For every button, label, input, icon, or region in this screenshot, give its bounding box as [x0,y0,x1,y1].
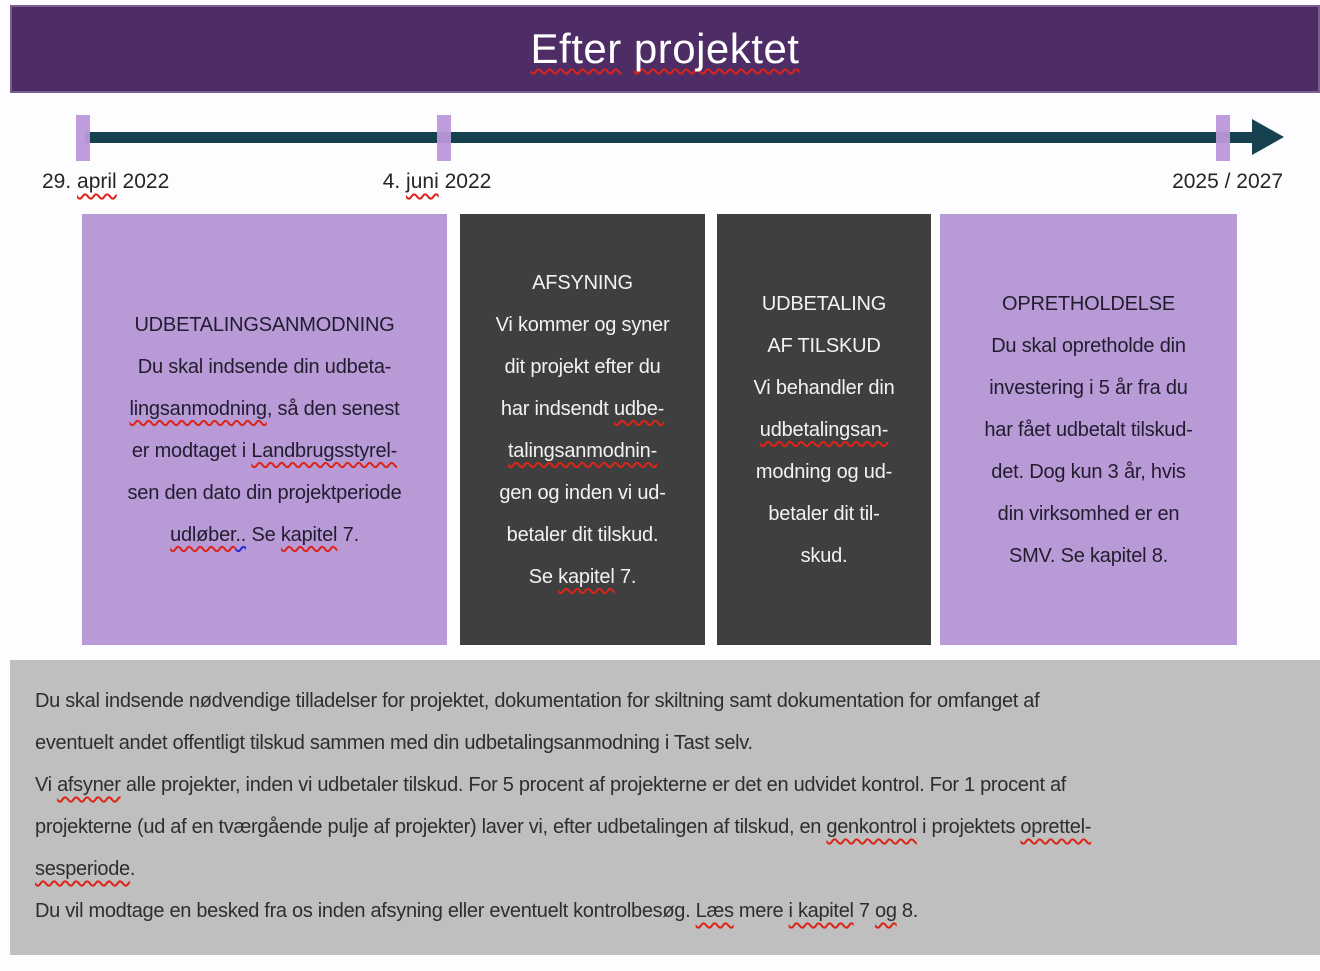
spellcheck-flagged-text: april [77,170,117,193]
text-segment: UDBETALINGSANMODNING [134,313,395,336]
text-line [460,472,705,514]
text-segment: betaler dit tilskud. [506,523,659,546]
text-line [460,556,705,598]
timeline-tick-end [1216,115,1230,161]
text-line [35,848,1320,890]
text-segment: Se [246,523,281,546]
text-line [717,409,931,451]
text-segment: Du skal indsende nødvendige tilladelser for projektet, dokumentation for skiltning samt dokumentation for omfanget af [35,690,1040,712]
page-title [531,25,800,73]
text-segment: investering i 5 år fra du [989,376,1188,399]
text-segment: eventuelt andet offentligt tilskud sammen med din udbetalingsanmodning i Tast selv. [35,732,753,754]
spellcheck-flagged-text: .. [235,523,247,546]
text-line [460,514,705,556]
spellcheck-flagged-text: juni [406,170,439,193]
spellcheck-flagged-text: oprettel- [1020,816,1092,838]
spellcheck-flagged-text: Læs [695,900,734,922]
text-line [940,493,1237,535]
text-line [717,451,931,493]
text-line [82,472,447,514]
text-line [460,388,705,430]
text-line [717,283,931,325]
text-segment: alle projekter, inden vi udbetaler tilskud. For 5 procent af projekterne er det en udvidet kontrol. For 1 procent af [120,774,1067,796]
text-segment [622,25,634,72]
text-line [717,367,931,409]
text-line [82,430,447,472]
spellcheck-flagged-text: udløber [170,523,236,546]
spellcheck-flagged-text: sesperiode [35,858,130,880]
timeline-tick-deadline [437,115,451,161]
text-line [35,806,1320,848]
timeline-date-end [1140,170,1283,194]
text-line [940,367,1237,409]
text-line [82,514,447,556]
text-line [35,680,1320,722]
text-line [717,325,931,367]
text-line [717,493,931,535]
text-segment: gen og inden vi ud- [499,481,666,504]
text-segment: , så den senest [266,397,400,420]
text-line [35,764,1320,806]
text-segment: 8. [896,900,919,922]
text-segment: 7. [614,565,637,588]
text-segment: 7. [337,523,359,546]
text-segment: Du skal indsende din udbeta- [137,355,392,378]
text-line [940,325,1237,367]
timeline-date-start [42,170,169,194]
text-segment: AF TILSKUD [767,334,881,357]
text-segment: skud. [800,544,848,567]
spellcheck-flagged-text: kapitel [558,565,615,588]
text-segment: Se [528,565,559,588]
text-line [460,346,705,388]
text-segment: 29. [42,170,78,193]
text-segment: 2025 / 2027 [1172,170,1283,193]
text-segment: OPRETHOLDELSE [1001,292,1175,315]
spellcheck-flagged-text: kapitel [280,523,338,546]
text-segment: 2022 [116,170,170,193]
text-line [460,304,705,346]
text-segment: Vi behandler din [753,376,895,399]
text-segment: modning og ud- [755,460,893,483]
timeline-date-deadline [362,170,512,194]
text-line [940,535,1237,577]
spellcheck-flagged-text: lingsanmodning [129,397,267,420]
footer-notes [10,660,1320,955]
text-segment: 4. [382,170,407,193]
spellcheck-flagged-text: Efter [530,25,622,72]
spellcheck-flagged-text: udbe- [613,397,665,420]
stage-box-opretholdelse [940,214,1237,645]
timeline-arrowhead-icon [1252,119,1284,155]
text-segment: har indsendt [500,397,614,420]
spellcheck-flagged-text: udbetalingsan- [759,418,889,441]
text-segment: projekterne (ud af en tværgående pulje af projekter) laver vi, efter udbetalingen af tilskud, en [35,816,827,838]
spellcheck-flagged-text: i kapitel [788,900,854,922]
text-line [35,890,1320,932]
stage-box-udbetalingsanmodning [82,214,447,645]
text-segment: 7 [853,900,876,922]
spellcheck-flagged-text: talingsanmodnin- [507,439,658,462]
text-line [82,346,447,388]
text-line [460,262,705,304]
text-segment: Du vil modtage en besked fra os inden afsyning eller eventuelt kontrolbesøg. [35,900,696,922]
text-segment: . [129,858,136,880]
timeline-arrow-line [85,132,1255,143]
text-segment: dit projekt efter du [504,355,661,378]
text-segment: i projektets [916,816,1021,838]
text-line [82,304,447,346]
stage-box-udbetaling-af-tilskud [717,214,931,645]
text-segment: mere [733,900,789,922]
spellcheck-flagged-text: projektet [633,25,800,72]
text-line [717,535,931,577]
text-segment: sen den dato din projektperiode [127,481,402,504]
text-segment: UDBETALING [761,292,887,315]
stage-box-afsyning [460,214,705,645]
spellcheck-flagged-text: og [875,900,897,922]
text-segment: det. Dog kun 3 år, hvis [991,460,1186,483]
text-segment: er modtaget i [131,439,252,462]
text-segment: din virksomhed er en [997,502,1180,525]
text-line [82,388,447,430]
timeline-tick-start [76,115,90,161]
spellcheck-flagged-text: afsyner [57,774,121,796]
text-line [460,430,705,472]
text-segment: SMV. Se kapitel 8. [1008,544,1169,567]
text-line [940,409,1237,451]
text-segment: AFSYNING [532,271,633,294]
text-segment: betaler dit til- [768,502,880,525]
text-line [940,283,1237,325]
text-segment: Vi [35,774,58,796]
text-segment: Vi kommer og syner [495,313,670,336]
header-banner [10,5,1320,93]
text-segment: 2022 [438,170,492,193]
text-segment: Du skal opretholde din [991,334,1186,357]
text-line [940,451,1237,493]
spellcheck-flagged-text: genkontrol [826,816,917,838]
text-line [35,722,1320,764]
spellcheck-flagged-text: Landbrugsstyrel- [251,439,398,462]
text-segment: har fået udbetalt tilskud- [984,418,1193,441]
